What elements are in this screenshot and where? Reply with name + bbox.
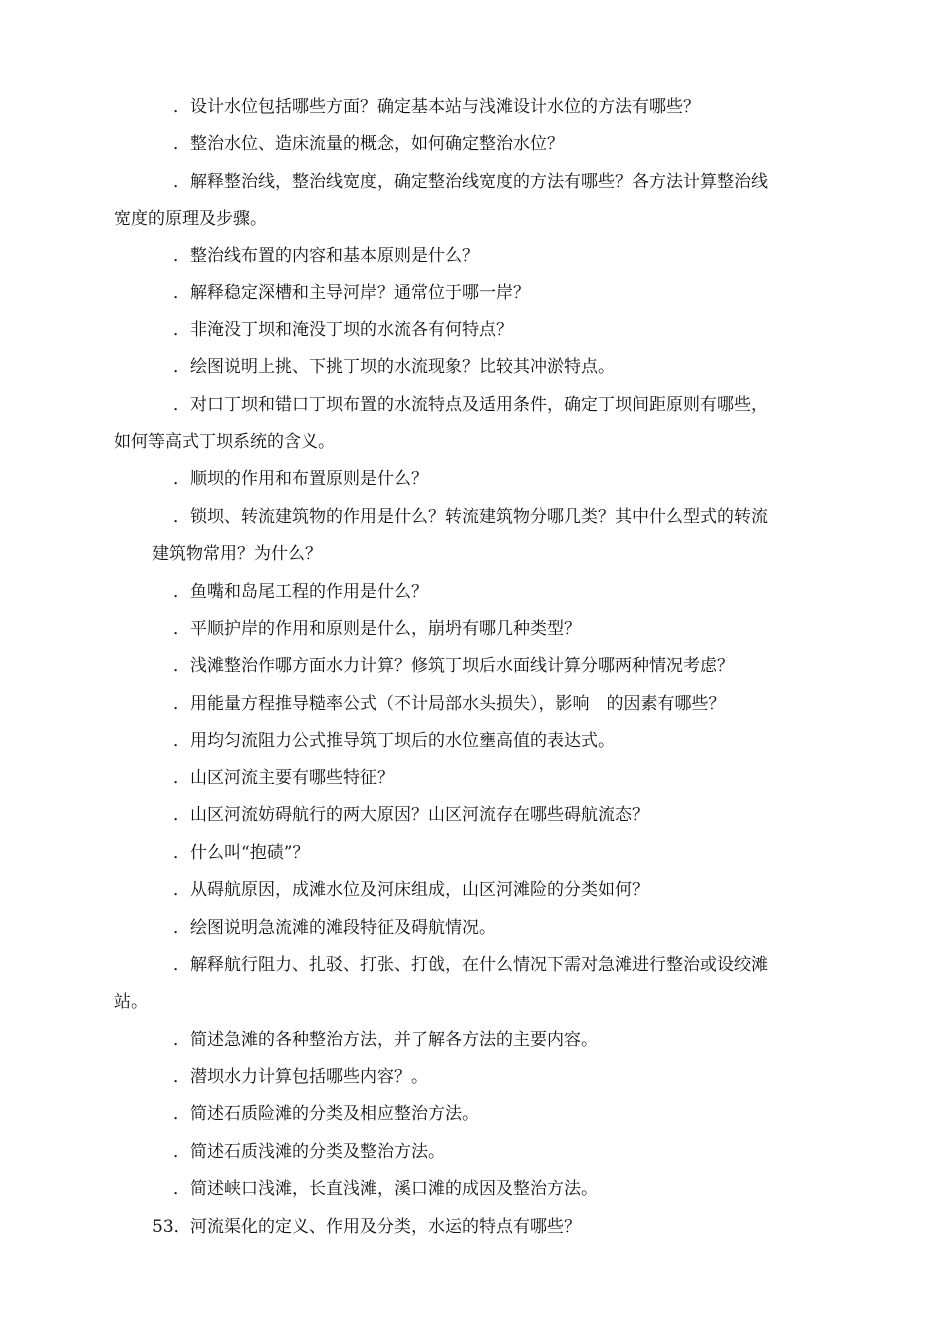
question-item — [114, 387, 844, 461]
question-item — [114, 1096, 844, 1133]
question-number: ． — [173, 357, 190, 377]
question-number: ． — [173, 694, 190, 714]
question-item — [114, 349, 844, 386]
question-number: ． — [173, 955, 190, 975]
question-item — [114, 947, 844, 1021]
question-text: 浅滩整治作哪方面水力计算？修筑丁坝后水面线计算分哪两种情况考虑？ — [190, 656, 734, 676]
question-text: 什么叫“抱碛”？ — [190, 843, 310, 863]
question-number: ． — [173, 656, 190, 676]
question-item — [114, 1209, 844, 1246]
question-item — [114, 910, 844, 947]
question-text: 简述峡口浅滩，长直浅滩，溪口滩的成因及整治方法。 — [190, 1179, 598, 1199]
question-number: ． — [173, 320, 190, 340]
question-number: ． — [173, 97, 190, 117]
question-item — [114, 872, 844, 909]
question-text: 山区河流主要有哪些特征？ — [190, 768, 394, 788]
question-text: 简述石质险滩的分类及相应整治方法。 — [190, 1104, 479, 1124]
question-number: ． — [173, 880, 190, 900]
question-text: 顺坝的作用和布置原则是什么？ — [190, 469, 428, 489]
question-text: 绘图说明上挑、下挑丁坝的水流现象？比较其冲淤特点。 — [190, 357, 615, 377]
question-text-continuation: 宽度的原理及步骤。 — [114, 209, 267, 229]
question-item — [114, 1059, 844, 1096]
question-text: 整治水位、造床流量的概念，如何确定整治水位？ — [190, 134, 564, 154]
question-number: ． — [173, 1179, 190, 1199]
question-item — [114, 760, 844, 797]
question-text: 设计水位包括哪些方面？确定基本站与浅滩设计水位的方法有哪些？ — [190, 97, 700, 117]
question-item — [114, 1171, 844, 1208]
question-text: 潜坝水力计算包括哪些内容？。 — [190, 1067, 428, 1087]
question-text: 锁坝、转流建筑物的作用是什么？转流建筑物分哪几类？其中什么型式的转流 — [190, 507, 768, 527]
question-text: 整治线布置的内容和基本原则是什么？ — [190, 246, 479, 266]
question-text: 平顺护岸的作用和原则是什么，崩坍有哪几种类型？ — [190, 619, 581, 639]
question-item — [114, 89, 844, 126]
question-item — [114, 499, 844, 573]
question-item — [114, 126, 844, 163]
question-number: ． — [173, 507, 190, 527]
question-number: ． — [173, 1067, 190, 1087]
question-text: 用均匀流阻力公式推导筑丁坝后的水位壅高值的表达式。 — [190, 731, 615, 751]
question-item — [114, 648, 844, 685]
question-text: 简述石质浅滩的分类及整治方法。 — [190, 1142, 445, 1162]
question-text: 非淹没丁坝和淹没丁坝的水流各有何特点？ — [190, 320, 513, 340]
question-number: ． — [173, 246, 190, 266]
question-item — [114, 611, 844, 648]
question-number: ． — [173, 582, 190, 602]
question-number: 53． — [152, 1217, 191, 1237]
question-text: 简述急滩的各种整治方法，并了解各方法的主要内容。 — [190, 1030, 598, 1050]
question-number: ． — [173, 731, 190, 751]
question-item — [114, 723, 844, 760]
question-text: 解释稳定深槽和主导河岸？通常位于哪一岸？ — [190, 283, 530, 303]
question-number: ． — [173, 918, 190, 938]
question-text: 绘图说明急流滩的滩段特征及碍航情况。 — [190, 918, 496, 938]
question-text: 鱼嘴和岛尾工程的作用是什么？ — [190, 582, 428, 602]
question-number: ． — [173, 619, 190, 639]
question-number: ． — [173, 1030, 190, 1050]
question-item — [114, 275, 844, 312]
question-text: 解释整治线，整治线宽度，确定整治线宽度的方法有哪些？各方法计算整治线 — [190, 172, 768, 192]
question-number: ． — [173, 805, 190, 825]
question-item — [114, 1134, 844, 1171]
question-number: ． — [173, 843, 190, 863]
question-item — [114, 312, 844, 349]
question-number: ． — [173, 768, 190, 788]
question-number: ． — [173, 134, 190, 154]
question-item — [114, 1022, 844, 1059]
question-number: ． — [173, 1104, 190, 1124]
question-item — [114, 835, 844, 872]
question-item — [114, 574, 844, 611]
question-number: ． — [173, 172, 190, 192]
question-text-continuation: 如何等高式丁坝系统的含义。 — [114, 432, 335, 452]
question-text: 解释航行阻力、扎驳、打张、打戗，在什么情况下需对急滩进行整治或设绞滩 — [190, 955, 768, 975]
question-item — [114, 797, 844, 834]
question-item — [114, 238, 844, 275]
question-number: ． — [173, 1142, 190, 1162]
question-text: 河流渠化的定义、作用及分类，水运的特点有哪些？ — [190, 1217, 581, 1237]
question-text: 从碍航原因，成滩水位及河床组成，山区河滩险的分类如何？ — [190, 880, 649, 900]
question-number: ． — [173, 395, 190, 415]
question-item — [114, 686, 844, 723]
question-text: 山区河流妨碍航行的两大原因？山区河流存在哪些碍航流态？ — [190, 805, 649, 825]
question-number: ． — [173, 469, 190, 489]
question-item — [114, 164, 844, 238]
question-text: 用能量方程推导糙率公式（不计局部水头损失），影响 的因素有哪些？ — [190, 694, 726, 714]
question-item — [114, 461, 844, 498]
question-text-continuation: 站。 — [114, 992, 148, 1012]
question-text-continuation: 建筑物常用？为什么？ — [152, 544, 322, 564]
question-number: ． — [173, 283, 190, 303]
question-text: 对口丁坝和错口丁坝布置的水流特点及适用条件，确定丁坝间距原则有哪些， — [190, 395, 768, 415]
